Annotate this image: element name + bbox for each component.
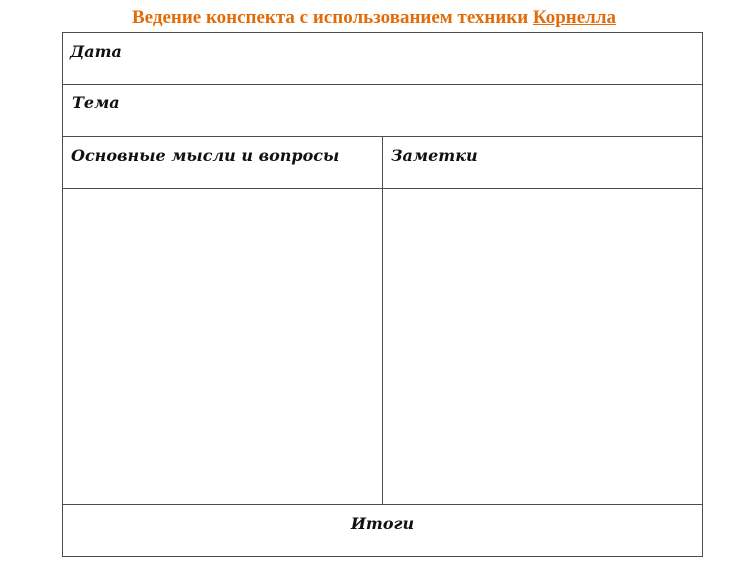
main-ideas-header: Основные мысли и вопросы (71, 146, 340, 165)
topic-label: Тема (72, 93, 120, 112)
summary-row[interactable] (63, 505, 702, 556)
document-title-underlined-word: Корнелла (532, 7, 617, 28)
main-ideas-cell[interactable] (63, 189, 382, 504)
date-label: Дата (70, 42, 122, 61)
date-row[interactable] (63, 33, 702, 85)
document-title-main: Ведение конспекта с использованием техники (131, 7, 533, 28)
summary-label: Итоги (350, 514, 415, 533)
document-title (0, 6, 748, 30)
column-divider (382, 137, 383, 505)
topic-row[interactable] (63, 85, 702, 137)
notes-header: Заметки (391, 146, 478, 165)
cornell-notes-table (62, 32, 703, 557)
notes-cell[interactable] (383, 189, 702, 504)
